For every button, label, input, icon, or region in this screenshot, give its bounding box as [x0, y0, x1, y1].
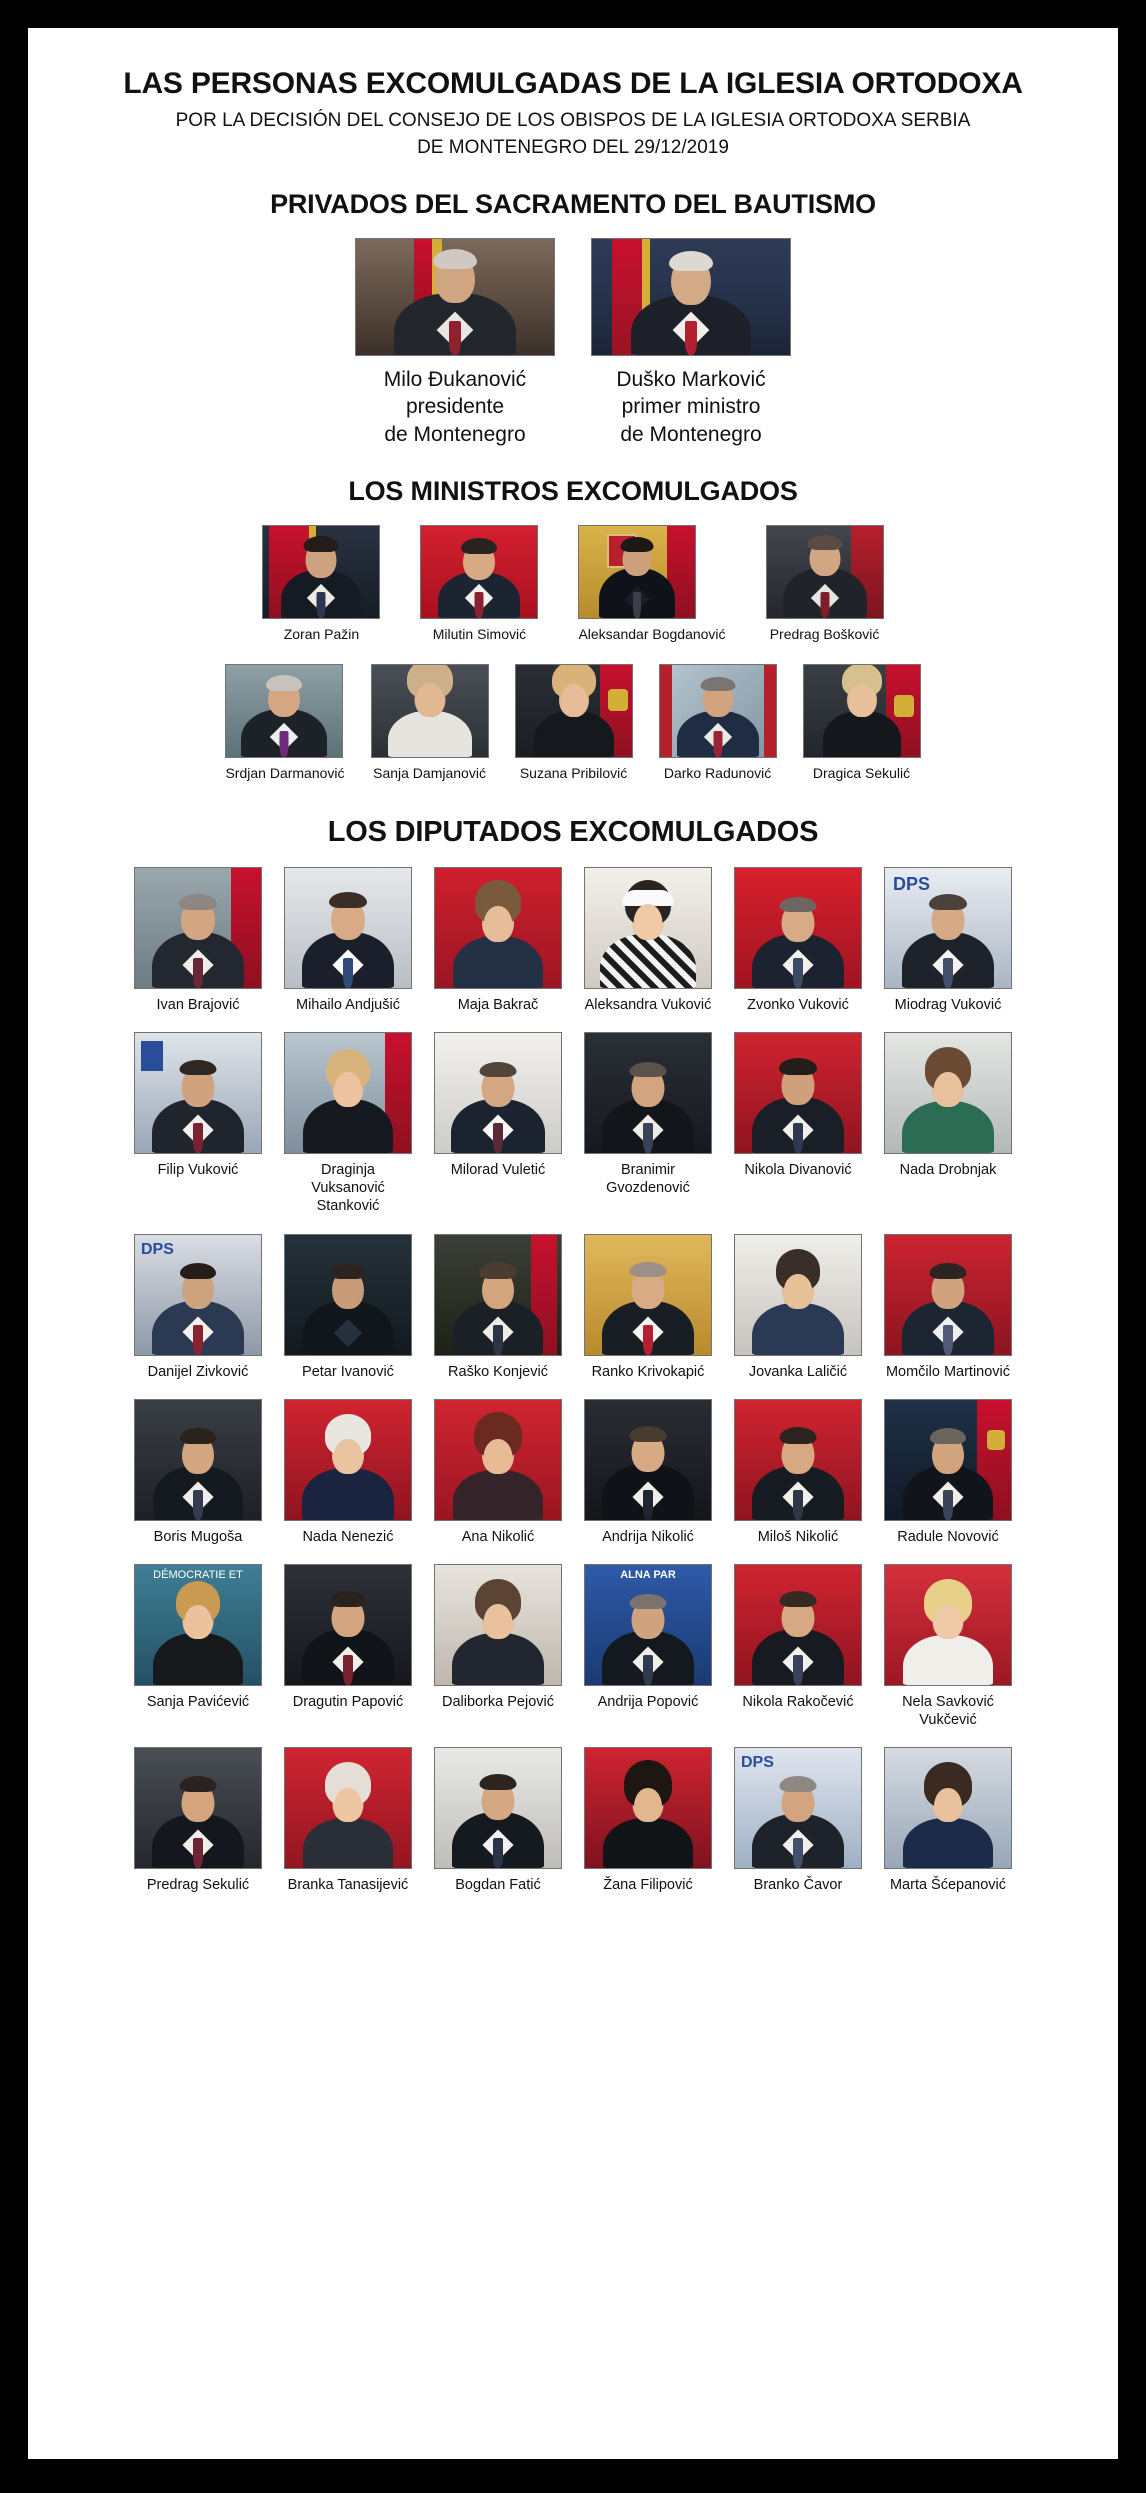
minister-photo [766, 525, 884, 619]
deputy-photo [584, 867, 712, 989]
minister-photo [371, 664, 489, 758]
deputy-photo [134, 1399, 262, 1521]
deputy-card [134, 1747, 262, 1894]
deputy-photo [284, 1564, 412, 1686]
deputy-name: Maja Bakrač [457, 997, 539, 1014]
deputy-card [134, 1032, 262, 1215]
deputy-name: Momčilo Martinović [885, 1363, 1011, 1380]
deputy-photo [584, 1032, 712, 1154]
minister-card [766, 525, 884, 644]
deputy-name: Aleksandra Vuković [584, 997, 712, 1014]
deputy-card [884, 1747, 1012, 1894]
leader-role-line-2: de Montenegro [384, 422, 526, 446]
deputy-name: Branimir Gvozdenović [606, 1162, 690, 1197]
deputy-card [284, 1564, 412, 1729]
deputy-photo [884, 1032, 1012, 1154]
deputies-row-1 [54, 867, 1092, 1014]
deputy-name: Mihailo Andjušić [296, 997, 400, 1014]
deputies-row-3 [54, 1234, 1092, 1381]
deputy-name: Nikola Rakočević [742, 1693, 854, 1710]
minister-name: Darko Radunović [663, 764, 772, 781]
deputy-card [884, 1234, 1012, 1381]
deputy-photo [284, 1399, 412, 1521]
deputy-name: Nela Savković Vukčević [902, 1693, 994, 1728]
minister-card [420, 525, 538, 644]
deputy-card [584, 1747, 712, 1894]
minister-name: Sanja Damjanović [373, 764, 486, 781]
deputy-name: Radule Novović [897, 1528, 999, 1545]
deputy-name: Nada Drobnjak [899, 1162, 997, 1179]
leader-name: Milo Đukanović [383, 368, 527, 392]
minister-card [659, 664, 777, 783]
deputy-card [734, 1234, 862, 1381]
deputy-card [134, 1399, 262, 1546]
leader-name: Duško Marković [616, 368, 766, 392]
deputy-name: Ana Nikolić [461, 1528, 535, 1545]
deputies-row-5 [54, 1564, 1092, 1729]
minister-card [262, 525, 380, 644]
deputy-card [434, 1564, 562, 1729]
leader-photo [355, 238, 555, 356]
deputy-photo [734, 1032, 862, 1154]
deputy-name: Petar Ivanović [302, 1363, 394, 1380]
deputy-photo: DPS [734, 1747, 862, 1869]
poster-sheet [28, 28, 1118, 2459]
minister-card [515, 664, 633, 783]
deputy-name: Branka Tanasijević [287, 1877, 409, 1894]
page-title: LAS PERSONAS EXCOMULGADAS DE LA IGLESIA ORTODOXA [123, 67, 1023, 100]
deputy-card [284, 1032, 412, 1215]
deputy-card [884, 867, 1012, 1014]
deputy-name: Nikola Divanović [744, 1162, 852, 1179]
deputy-photo [734, 1399, 862, 1521]
deputies-row-4 [54, 1399, 1092, 1546]
deputy-name: Filip Vuković [157, 1162, 239, 1179]
section-heading-deputies: LOS DIPUTADOS EXCOMULGADOS [327, 816, 819, 849]
deputy-name: Branko Čavor [753, 1877, 843, 1894]
deputy-card [284, 1747, 412, 1894]
deputy-card [584, 1399, 712, 1546]
leader-card [591, 238, 791, 448]
deputy-card [134, 1564, 262, 1729]
deputy-name: Andrija Nikolić [602, 1528, 694, 1545]
minister-photo [803, 664, 921, 758]
deputy-photo: DPS [134, 1234, 262, 1356]
deputy-name: Miloš Nikolić [757, 1528, 839, 1545]
deputy-card [434, 1399, 562, 1546]
minister-photo [262, 525, 380, 619]
leader-role-line-1: primer ministro [621, 395, 761, 419]
deputy-photo [434, 867, 562, 989]
deputy-card [434, 1747, 562, 1894]
ministers-row-2 [54, 664, 1092, 783]
deputy-name: Milorad Vuletić [450, 1162, 546, 1179]
deputy-photo [884, 1399, 1012, 1521]
minister-photo [420, 525, 538, 619]
deputy-name: Predrag Sekulić [146, 1877, 250, 1894]
deputy-photo [734, 1564, 862, 1686]
deputy-card [734, 867, 862, 1014]
deputy-card [734, 1399, 862, 1546]
minister-name: Aleksandar Bogdanović [578, 626, 726, 643]
deputy-card [584, 1564, 712, 1729]
deputy-photo [884, 1747, 1012, 1869]
deputies-row-2 [54, 1032, 1092, 1215]
minister-card [578, 525, 725, 644]
deputy-name: Žana Filipović [603, 1877, 693, 1894]
minister-photo [515, 664, 633, 758]
deputy-name: Boris Mugoša [153, 1528, 243, 1545]
ministers-row-1 [54, 525, 1092, 644]
deputy-photo [434, 1399, 562, 1521]
deputy-photo [434, 1234, 562, 1356]
minister-card [225, 664, 344, 783]
deputy-card [434, 867, 562, 1014]
deputy-photo [434, 1747, 562, 1869]
deputy-photo [434, 1032, 562, 1154]
deputy-card [734, 1032, 862, 1215]
deputy-card [584, 867, 712, 1014]
leader-photo [591, 238, 791, 356]
deputy-card [884, 1032, 1012, 1215]
deputy-name: Jovanka Laličić [748, 1363, 848, 1380]
deputy-photo [734, 1234, 862, 1356]
deputy-name: Raško Konjević [448, 1363, 548, 1380]
page-subtitle-line-1: POR LA DECISIÓN DEL CONSEJO DE LOS OBISPOS DE LA IGLESIA ORTODOXA SERBIA [175, 110, 971, 131]
deputy-card [134, 1234, 262, 1381]
minister-name: Milutin Simović [432, 626, 527, 643]
deputy-card [284, 1399, 412, 1546]
deputy-photo [284, 1234, 412, 1356]
deputy-photo [134, 1032, 262, 1154]
deputy-photo: ALNA PAR [584, 1564, 712, 1686]
deputy-card [284, 1234, 412, 1381]
deputy-photo [884, 1234, 1012, 1356]
deputy-photo [734, 867, 862, 989]
deputy-card [734, 1747, 862, 1894]
deputy-name: Nada Nenezić [302, 1528, 394, 1545]
deputy-photo [584, 1234, 712, 1356]
deputy-name: Ivan Brajović [156, 997, 240, 1014]
deputy-card [434, 1234, 562, 1381]
deputy-photo [134, 867, 262, 989]
deputy-card [434, 1032, 562, 1215]
leader-card [355, 238, 555, 448]
deputy-name: Ranko Krivokapić [591, 1363, 705, 1380]
minister-name: Srdjan Darmanović [225, 764, 345, 781]
deputy-photo [584, 1399, 712, 1521]
deputy-name: Dragutin Papović [292, 1693, 404, 1710]
deputy-photo [284, 1032, 412, 1154]
deputy-photo [434, 1564, 562, 1686]
deputy-card [884, 1399, 1012, 1546]
minister-photo [578, 525, 696, 619]
deputy-photo [284, 1747, 412, 1869]
deputy-card [734, 1564, 862, 1729]
minister-name: Predrag Bošković [769, 626, 880, 643]
minister-name: Dragica Sekulić [812, 764, 911, 781]
deputy-name: Miodrag Vuković [894, 997, 1002, 1014]
minister-name: Zoran Pažin [283, 626, 360, 643]
minister-photo [659, 664, 777, 758]
deputy-card [884, 1564, 1012, 1729]
deputy-photo [134, 1747, 262, 1869]
deputy-name: Danijel Zivković [147, 1363, 249, 1380]
deputy-name: Bogdan Fatić [455, 1877, 541, 1894]
deputy-photo [284, 867, 412, 989]
deputy-card [584, 1234, 712, 1381]
leader-role-line-2: de Montenegro [620, 422, 762, 446]
page-subtitle-line-2: DE MONTENEGRO DEL 29/12/2019 [417, 136, 729, 158]
deputy-name: Marta Šćepanović [889, 1877, 1007, 1894]
deputy-name: Daliborka Pejović [441, 1693, 555, 1710]
deputy-name: Sanja Pavićević [146, 1693, 250, 1710]
deputy-photo [884, 1564, 1012, 1686]
minister-card [803, 664, 921, 783]
leaders-row [54, 238, 1092, 448]
deputy-card [134, 867, 262, 1014]
minister-name: Suzana Pribilović [519, 764, 628, 781]
deputies-row-6 [54, 1747, 1092, 1894]
section-heading-ministers: LOS MINISTROS EXCOMULGADOS [348, 476, 798, 507]
minister-photo [225, 664, 343, 758]
deputy-card [584, 1032, 712, 1215]
deputy-name: Draginja Vuksanović Stanković [311, 1162, 385, 1215]
deputy-card [284, 867, 412, 1014]
deputy-name: Andrija Popović [597, 1693, 699, 1710]
deputy-photo: DPS [884, 867, 1012, 989]
deputy-photo: DÉMOCRATIE ET [134, 1564, 262, 1686]
leader-role-line-1: presidente [405, 395, 505, 419]
poster-header [54, 66, 1092, 161]
section-heading-baptism: PRIVADOS DEL SACRAMENTO DEL BAUTISMO [270, 189, 876, 220]
minister-card [371, 664, 489, 783]
deputy-name: Zvonko Vuković [747, 997, 849, 1014]
deputy-photo [584, 1747, 712, 1869]
